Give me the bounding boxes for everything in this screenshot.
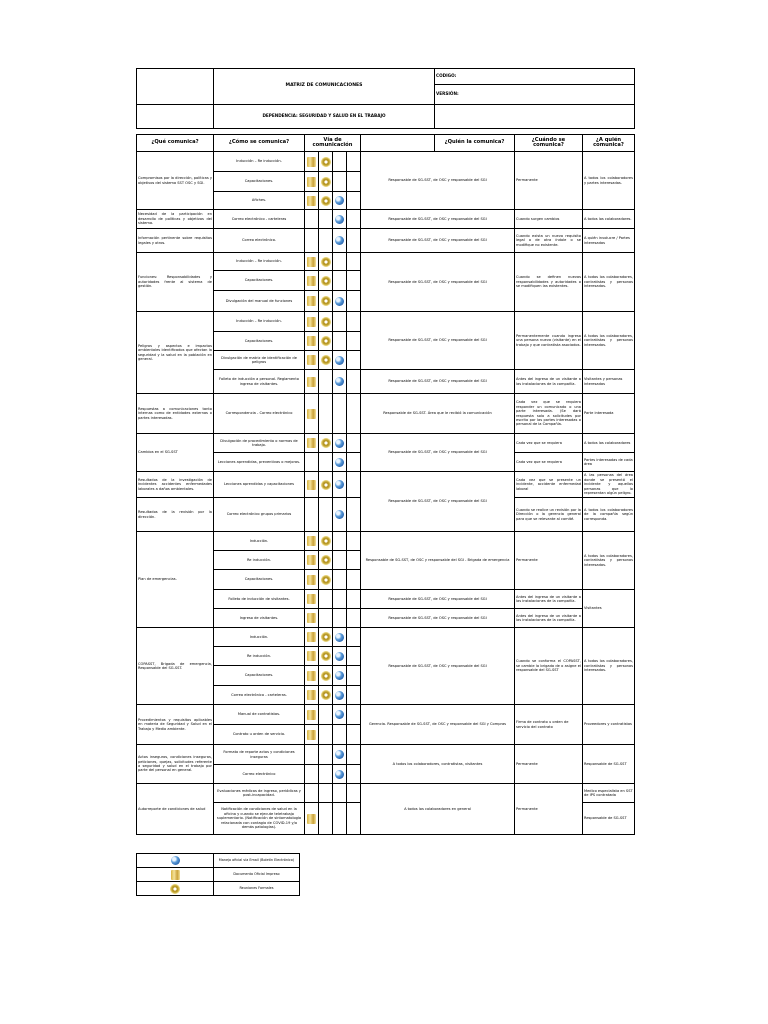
communications-matrix — [136, 68, 634, 835]
mail-icon — [335, 236, 344, 245]
row2-cuando: Cuando surgen cambios — [515, 210, 583, 229]
doc-icon — [307, 671, 316, 681]
row6-como: Folleto de inducción a personal. Reglamento ingreso de visitantes. — [214, 370, 305, 394]
row8-que: Cambios en el SG-SST — [137, 434, 214, 472]
legend-label-email: Manejo oficial vía Email (Boletín Electrónico) — [214, 854, 300, 868]
row8-cuando-1: Cada vez que se requiera — [515, 434, 583, 453]
row4-quien: Responsable de SG-SST, de OSC y responsable del SGI — [361, 253, 515, 312]
gear-icon — [321, 276, 331, 286]
row5-como-1: Inducción – Re inducción. — [214, 312, 305, 332]
row9-quien: Responsable de SG-SST, de OSC y responsable del SGI — [361, 472, 515, 532]
row1-como-3: Afiches. — [214, 192, 305, 210]
doc-icon — [307, 632, 316, 642]
row5-aquien: A todos los colaboradores, contratistas y personas interesadas. — [583, 312, 635, 370]
document-title: MATRIZ DE COMUNICACIONES — [214, 69, 435, 105]
row12-quien: Responsable de SG-SST, de OSC y responsable del SGI — [361, 590, 515, 609]
row1-como-2: Capacitaciones. — [214, 172, 305, 192]
row15-aquien: Proveedores y contratistas — [583, 705, 635, 745]
mail-icon — [335, 633, 344, 642]
row16-aquien: Responsable de SG-SST — [583, 745, 635, 784]
gear-icon — [321, 336, 331, 346]
doc-icon — [307, 480, 316, 490]
row9-que: Resultados de la investigación de incidentes accidentes enfermedades laborales a daños ambientales. — [137, 472, 214, 498]
gear-icon — [321, 177, 331, 187]
row10-como: Correo electrónico grupos primarios — [214, 498, 305, 532]
row7-que: Respuestas a comunicaciones tanto internas como de entidades externas o partes interesadas. — [137, 394, 214, 434]
row2-que: Necesidad de la participación en desarrollo de políticas y objetivos del sistema. — [137, 210, 214, 229]
row5-como-2: Capacitaciones. — [214, 332, 305, 351]
row8-quien: Responsable de SG-SST, de OSC y responsable del SGI — [361, 434, 515, 472]
row14-como-4: Correo electrónico - carteleras. — [214, 686, 305, 705]
doc-icon — [307, 177, 316, 187]
version-label: VERSIÓN: — [435, 85, 635, 105]
mail-icon — [335, 458, 344, 467]
row16-que: Actos inseguros, condiciones inseguras, peticiones, quejas, solicitudes referente a seguridad y salud en el trabajo por parte del personal en general. — [137, 745, 214, 784]
doc-icon — [307, 613, 316, 623]
row2-como: Correo electrónico - carteleras — [214, 210, 305, 229]
row8-cuando-2: Cada vez que se requiera — [515, 453, 583, 472]
doc-icon — [307, 651, 316, 661]
row3-que: Información pertinente sobre requisitos legales y otros. — [137, 229, 214, 253]
doc-icon — [307, 196, 316, 206]
legend — [136, 853, 299, 896]
row11-que: Plan de emergencias. — [137, 532, 214, 628]
row4-que: Funciones: Responsabilidades y autoridades frente al sistema de gestión. — [137, 253, 214, 312]
row9-aquien: A las personas del área donde se presentó el incidente y aquellas personas que lo representan algún peligro. — [583, 472, 635, 498]
doc-icon — [307, 594, 316, 604]
doc-icon — [307, 710, 316, 720]
mail-icon — [335, 510, 344, 519]
doc-icon — [307, 575, 316, 585]
row11-quien: Responsable de SG-SST, de OSC y responsable del SGI - Brigada de emergencia — [361, 532, 515, 590]
row15-como-1: Manual de contratistas. — [214, 705, 305, 725]
gear-icon — [321, 651, 331, 661]
row4-cuando: Cuando se definen nuevas responsabilidades y autoridades o se modifiquen las existentes. — [515, 253, 583, 312]
row8-como-1: Divulgación de procedimiento o normas de trabajo. — [214, 434, 305, 453]
row3-como: Correo electrónico. — [214, 229, 305, 253]
row13-como: Ingreso de visitantes. — [214, 609, 305, 628]
doc-icon — [307, 536, 316, 546]
row10-cuando: Cuando se realice un revisión por la Dirección o la gerencia general para que se relevante al comité. — [515, 498, 583, 532]
row16-quien: A todos los colaboradores, contratistas, visitantes — [361, 745, 515, 784]
doc-icon — [307, 814, 316, 824]
row10-que: Resultados de la revisión por la dirección. — [137, 498, 214, 532]
col-cuando: ¿Cuándo se comunica? — [515, 135, 583, 152]
gear-icon — [321, 536, 331, 546]
row8-como-2: Lecciones aprendidas, preventivas o mejoras. — [214, 453, 305, 472]
col-como: ¿Cómo se comunica? — [214, 135, 305, 152]
row3-aquien: A quién involucre / Partes interesadas — [583, 229, 635, 253]
doc-icon — [307, 690, 316, 700]
mail-icon — [335, 710, 344, 719]
row5-que: Peligros y aspectos e impactos ambientales identificados que afectan la seguridad y la salud en la población en general. — [137, 312, 214, 394]
doc-icon — [307, 555, 316, 565]
mail-icon — [171, 856, 180, 865]
row14-cuando: Cuando se conforma el COPASST, se cambie la brigada de o asigne el responsable del SG-SST — [515, 628, 583, 705]
mail-icon — [335, 215, 344, 224]
mail-icon — [335, 750, 344, 759]
row7-quien: Responsable de SG-SST. Área que le recibió la comunicación — [361, 394, 515, 434]
row15-que: Procedimientos y requisitos aplicables en materia de Seguridad y Salud en el Trabajo y Medio ambiente. — [137, 705, 214, 745]
row1-como-1: Inducción – Re inducción. — [214, 152, 305, 172]
row12-aquien: Visitantes — [583, 590, 635, 628]
doc-icon — [307, 409, 316, 419]
row4-como-2: Capacitaciones. — [214, 271, 305, 291]
logo-area — [137, 69, 214, 105]
row12-como: Folleto de inducción de visitantes. — [214, 590, 305, 609]
row7-cuando: Cada vez que se requiera responder un comunicado o una parte interesada. (Se dará respuesta solo a solicitudes por escrito por las partes interesadas o personal de la Compañía. — [515, 394, 583, 434]
gear-icon — [321, 555, 331, 565]
doc-icon — [307, 157, 316, 167]
row9-como: Lecciones aprendidas y capacitaciones — [214, 472, 305, 498]
legend-label-doc: Documento Oficial Impreso — [214, 868, 300, 882]
col-via: Vía de comunicación — [305, 135, 361, 152]
doc-icon — [307, 336, 316, 346]
row11-cuando: Permanente — [515, 532, 583, 590]
row5-quien: Responsable de SG-SST, de OSC y responsable del SGI — [361, 312, 515, 370]
row12-cuando: Antes del ingreso de un visitante a las instalaciones de la compañía. — [515, 590, 583, 609]
row14-que: COPASST, Brigada de emergencia, Responsable del SG-SST. — [137, 628, 214, 705]
row6-quien: Responsable de SG-SST, de OSC y responsable del SGI — [361, 370, 515, 394]
row14-como-2: Re inducción. — [214, 647, 305, 666]
row16-cuando: Permanente — [515, 745, 583, 784]
dependencia-title: DEPENDENCIA: SEGURIDAD Y SALUD EN EL TRABAJO — [214, 105, 435, 129]
row6-aquien: Visitantes y personas interesadas — [583, 370, 635, 394]
row13-quien: Responsable de SG-SST, de OSC y responsable del SGI — [361, 609, 515, 628]
col-que: ¿Qué comunica? — [137, 135, 214, 152]
row14-quien: Responsable de SG-SST, de OSC y responsable del SGI — [361, 628, 515, 705]
row13-cuando: Antes del ingreso de un visitante a las instalaciones de la compañía. — [515, 609, 583, 628]
mail-icon — [335, 671, 344, 680]
doc-icon — [307, 730, 316, 740]
row14-aquien: A todos los colaboradores, contratistas y personas interesadas. — [583, 628, 635, 705]
row10-aquien: A todos los colaboradores de la compañía según corresponda. — [583, 498, 635, 532]
mail-icon — [335, 652, 344, 661]
row17-como-1: Evaluaciones médicas de ingreso, periódicas y post-incapacidad. — [214, 784, 305, 803]
row5-como-3: Divulgación de matriz de identificación de peligros — [214, 351, 305, 370]
row15-quien: Gerencia. Responsable de SG-SST, de OSC y responsable del SGI y Compras — [361, 705, 515, 745]
row17-aquien-2: Responsable de SG-SST — [583, 803, 635, 835]
gear-icon — [321, 196, 331, 206]
mail-icon — [335, 377, 344, 386]
gear-icon — [321, 157, 331, 167]
row14-como-1: Inducción. — [214, 628, 305, 647]
gear-icon — [321, 690, 331, 700]
col-aquien: ¿A quién comunica? — [583, 135, 635, 152]
row1-quien: Responsable de SG-SST, de OSC y responsable del SGI — [361, 152, 515, 210]
row1-que: Compromisos por la dirección, políticas y objetivos del sistema SST OSC y SGI. — [137, 152, 214, 210]
row14-como-3: Capacitaciones. — [214, 666, 305, 686]
mail-icon — [335, 196, 344, 205]
gear-icon — [321, 317, 331, 327]
row2-quien: Responsable de SG-SST, de OSC y responsable del SGI — [361, 210, 515, 229]
gear-icon — [321, 575, 331, 585]
row2-aquien: A todos los colaboradores. — [583, 210, 635, 229]
row3-cuando: Cuando exista un nuevo requisito legal o de otra índole o se modifique no existente. — [515, 229, 583, 253]
col-quien: ¿Quién la comunica? — [435, 135, 515, 152]
row4-aquien: A todos los colaboradores, contratistas y personas interesadas. — [583, 253, 635, 312]
row17-que: Autorreporte de condiciones de salud — [137, 784, 214, 835]
row15-cuando: Firma de contrato u orden de servicio del contrato — [515, 705, 583, 745]
gear-icon — [321, 671, 331, 681]
row1-aquien: A todos los colaboradores y partes interesadas. — [583, 152, 635, 210]
legend-label-meetings: Reuniones Formales — [214, 882, 300, 896]
row17-cuando: Permanente — [515, 784, 583, 835]
row9-cuando: Cada vez que se presente un incidente, accidente enfermedad laboral — [515, 472, 583, 498]
doc-icon — [307, 317, 316, 327]
row8-aquien-2: Partes interesadas de cada área — [583, 453, 635, 472]
doc-icon — [307, 257, 316, 267]
row4-como-1: Inducción – Re inducción. — [214, 253, 305, 271]
row3-quien: Responsable de SG-SST, de OSC y responsable del SGI — [361, 229, 515, 253]
row4-como-3: Divulgación del manual de funciones — [214, 291, 305, 312]
doc-icon — [307, 438, 316, 448]
row17-como-2: Notificación de condiciones de salud en la oficina y cuando se ejecute teletrabajo suplementario. (Notificación de sintomatología relacionada con contagio de COVID-19 y/o demás patologías). — [214, 803, 305, 835]
row16-como-2: Correo electrónico — [214, 765, 305, 784]
gear-icon — [321, 438, 331, 448]
mail-icon — [335, 297, 344, 306]
mail-icon — [335, 480, 344, 489]
doc-icon — [307, 276, 316, 286]
row11-como-3: Capacitaciones. — [214, 570, 305, 590]
row5-cuando: Permanentemente cuando ingresa una persona nueva (visitante) en el trabajo y que contratista asociados. — [515, 312, 583, 370]
mail-icon — [335, 439, 344, 448]
doc-icon — [307, 296, 316, 306]
row16-como-1: Formato de reporte actos y condiciones inseguras — [214, 745, 305, 765]
row8-aquien-1: A todos los colaboradores — [583, 434, 635, 453]
doc-icon — [171, 870, 180, 880]
row11-como-2: Re inducción. — [214, 551, 305, 570]
mail-icon — [335, 770, 344, 779]
row11-como-1: Inducción. — [214, 532, 305, 551]
row15-como-2: Contrato u orden de servicio. — [214, 725, 305, 745]
mail-icon — [335, 356, 344, 365]
gear-icon — [321, 296, 331, 306]
row6-cuando: Antes del ingreso de un visitante a las instalaciones de la compañía. — [515, 370, 583, 394]
row1-cuando: Permanente — [515, 152, 583, 210]
row17-quien: A todos los colaboradores en general — [361, 784, 515, 835]
row7-como: Correspondencia - Correo electrónico — [214, 394, 305, 434]
row11-aquien: A todos los colaboradores, contratistas y personas interesadas. — [583, 532, 635, 590]
gear-icon — [321, 355, 331, 365]
gear-icon — [170, 884, 180, 894]
gear-icon — [321, 632, 331, 642]
gear-icon — [321, 257, 331, 267]
codigo-label: CODIGO: — [435, 69, 635, 85]
doc-icon — [307, 355, 316, 365]
mail-icon — [335, 691, 344, 700]
row7-aquien: Parte interesada — [583, 394, 635, 434]
doc-icon — [307, 377, 316, 387]
gear-icon — [321, 480, 331, 490]
row17-aquien-1: Medico especialista en SST de IPS contratada — [583, 784, 635, 803]
